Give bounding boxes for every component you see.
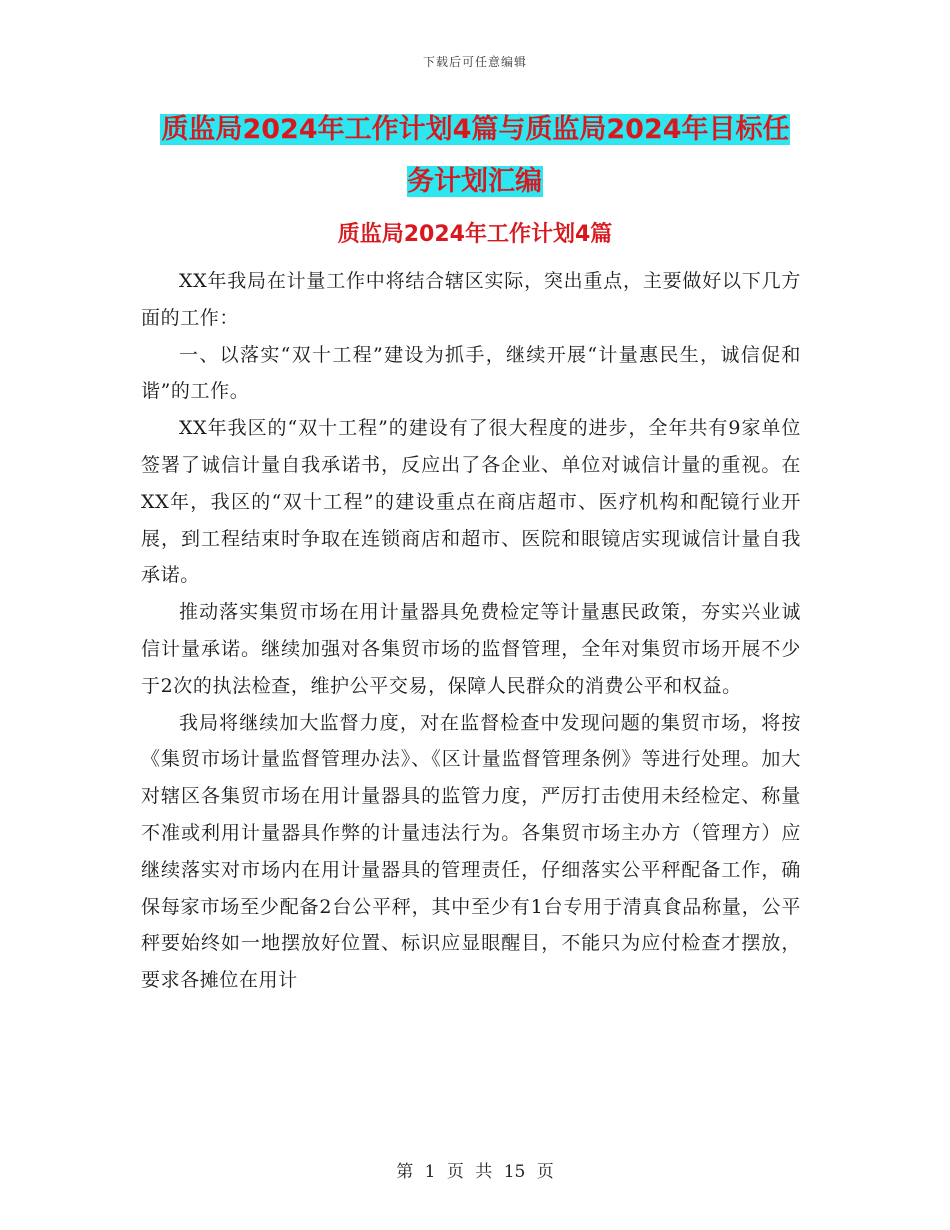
- document-title: [150, 104, 800, 208]
- paragraph: XX年我局在计量工作中将结合辖区实际，突出重点，主要做好以下几方面的工作：: [141, 270, 801, 329]
- page-header: 下载后可任意编辑: [422, 55, 527, 69]
- paragraph: 推动落实集贸市场在用计量器具免费检定等计量惠民政策，夯实兴业诚信计量承诺。继续加强对各集贸市场的监督管理，全年对集贸市场开展不少于2次的执法检查，维护公平交易，保障人民群众的消费公平和权益。: [141, 601, 801, 697]
- document-body: [141, 263, 801, 999]
- page-footer: 第 1 页 共 15 页: [396, 1162, 554, 1182]
- section-title: 质监局2024年工作计划4篇: [337, 222, 613, 247]
- paragraph: 我局将继续加大监督力度，对在监督检查中发现问题的集贸市场，将按《集贸市场计量监督管理办法》、《区计量监督管理条例》等进行处理。加大对辖区各集贸市场在用计量器具的监管力度，严厉打击使用未经检定、称量不准或利用计量器具作弊的计量违法行为。各集贸市场主办方（管理方）应继续落实对市场内在用计量器具的管理责任，仔细落实公平秤配备工作，确保每家市场至少配备2台公平秤，其中至少有1台专用于清真食品称量，公平秤要始终如一地摆放好位置、标识应显眼醒目，不能只为应付检查才摆放，要求各摊位在用计: [141, 711, 801, 992]
- paragraph: XX年我区的“双十工程”的建设有了很大程度的进步，全年共有9家单位签署了诚信计量自我承诺书，反应出了各企业、单位对诚信计量的重视。在XX年，我区的“双十工程”的建设重点在商店超市、医疗机构和配镜行业开展，到工程结束时争取在连锁商店和超市、医院和眼镜店实现诚信计量自我承诺。: [141, 417, 801, 587]
- document-title-text: 质监局2024年工作计划4篇与质监局2024年目标任务计划汇编: [161, 114, 790, 197]
- paragraph: 一、以落实“双十工程”建设为抓手，继续开展“计量惠民生，诚信促和谐”的工作。: [141, 343, 801, 403]
